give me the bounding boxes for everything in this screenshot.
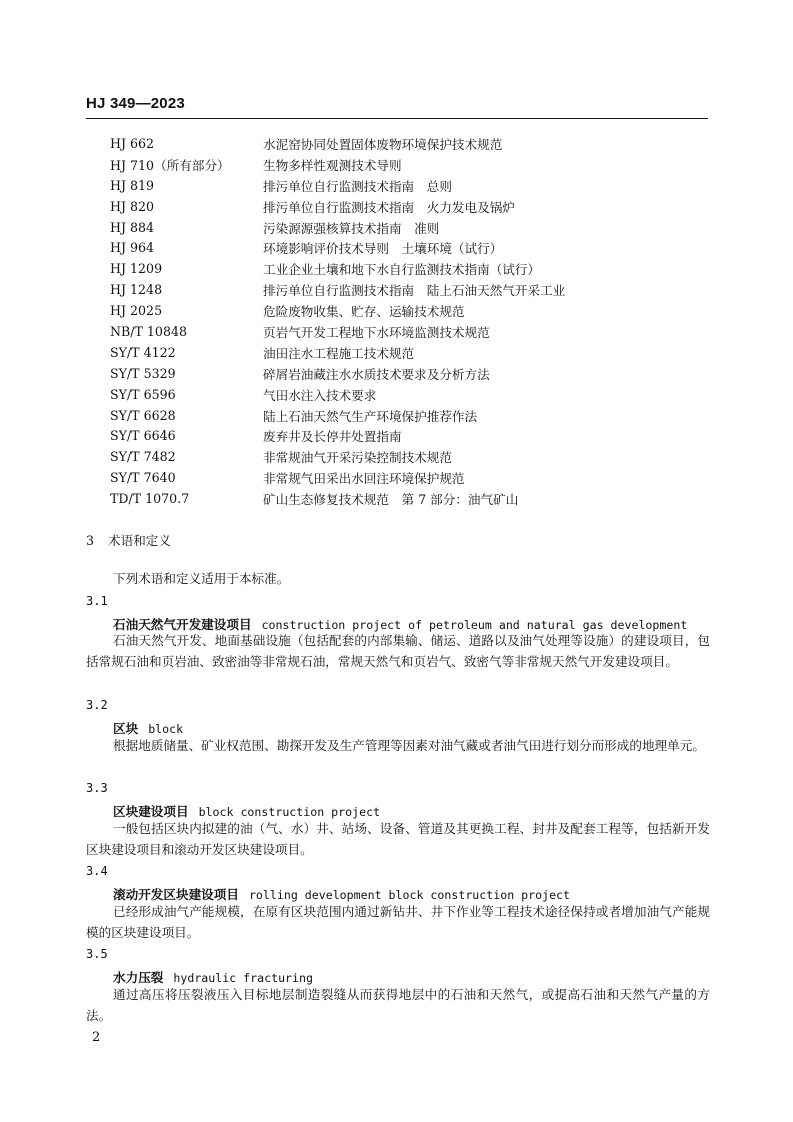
- term-english: block construction project: [198, 805, 381, 819]
- section-title: 术语和定义: [108, 533, 171, 548]
- reference-row: [110, 425, 710, 446]
- reference-title: 陆上石油天然气生产环境保护推荐作法: [263, 408, 478, 424]
- normative-references-list: [110, 133, 710, 509]
- reference-title: 非常规气田采出水回注环境保护规范: [263, 471, 465, 487]
- term-number: 3.2: [86, 698, 108, 712]
- term-english: block: [148, 722, 184, 736]
- reference-code: HJ 964: [110, 240, 155, 256]
- page-number: 2: [92, 1030, 101, 1045]
- term-definition: 石油天然气开发、地面基础设施（包括配套的内部集输、储运、道路以及油气处理等设施）的建设项目，包括常规石油和页岩油、致密油等非常规石油，常规天然气和页岩气、致密气等非常规天然气开发建设项目。: [86, 633, 710, 669]
- reference-code: SY/T 6646: [110, 428, 176, 444]
- reference-row: [110, 196, 710, 217]
- reference-row: [110, 175, 710, 196]
- reference-title: 排污单位自行监测技术指南 陆上石油天然气开采工业: [263, 283, 566, 299]
- term-definition: 一般包括区块内拟建的油（气、水）井、站场、设备、管道及其更换工程、封井及配套工程等，包括新开发区块建设项目和滚动开发区块建设项目。: [86, 821, 710, 857]
- reference-code: SY/T 6596: [110, 386, 176, 402]
- reference-row: [110, 467, 710, 488]
- reference-title: 气田水注入技术要求: [263, 387, 377, 403]
- term-chinese: 石油天然气开发建设项目: [113, 617, 252, 632]
- term-number: 3.4: [86, 864, 108, 878]
- reference-title: 碎屑岩油藏注水水质技术要求及分析方法: [263, 366, 490, 382]
- reference-row: [110, 446, 710, 467]
- reference-code: TD/T 1070.7: [110, 491, 190, 507]
- reference-row: [110, 384, 710, 405]
- reference-title: 矿山生态修复技术规范 第 7 部分：油气矿山: [263, 492, 519, 508]
- reference-code: HJ 662: [110, 135, 155, 151]
- reference-code: HJ 884: [110, 219, 155, 235]
- reference-code: SY/T 5329: [110, 365, 176, 381]
- term-english: hydraulic fracturing: [173, 971, 313, 985]
- section-number: 3: [86, 533, 95, 548]
- reference-code: SY/T 4122: [110, 344, 176, 360]
- term-definition: 通过高压将压裂液压入目标地层制造裂缝从而获得地层中的石油和天然气，或提高石油和天然气产量的方法。: [86, 987, 710, 1023]
- reference-code: HJ 1209: [110, 261, 163, 277]
- reference-code: HJ 1248: [110, 282, 163, 298]
- reference-title: 排污单位自行监测技术指南 火力发电及锅炉: [263, 199, 515, 215]
- reference-row: [110, 300, 710, 321]
- reference-row: [110, 363, 710, 384]
- term-number: 3.1: [86, 594, 108, 608]
- term-number: 3.3: [86, 781, 108, 795]
- term-chinese: 水力压裂: [113, 970, 164, 985]
- reference-row: [110, 279, 710, 300]
- reference-row: [110, 237, 710, 258]
- reference-title: 排污单位自行监测技术指南 总则: [263, 178, 452, 194]
- term-definition: 已经形成油气产能规模，在原有区块范围内通过新钻井、井下作业等工程技术途径保持或者增加油气产能规模的区块建设项目。: [86, 904, 710, 940]
- reference-row: [110, 133, 710, 154]
- reference-code: HJ 2025: [110, 303, 163, 319]
- reference-title: 污染源源强核算技术指南 准则: [263, 220, 440, 236]
- term-definition: 根据地质储量、矿业权范围、勘探开发及生产管理等因素对油气藏或者油气田进行划分而形成的地理单元。: [113, 738, 705, 753]
- reference-row: [110, 488, 710, 509]
- reference-title: 非常规油气开采污染控制技术规范: [263, 450, 452, 466]
- document-code-header: HJ 349—2023: [86, 95, 185, 112]
- header-rule: [86, 118, 708, 119]
- reference-row: [110, 258, 710, 279]
- term-english: construction project of petroleum and natural gas development: [261, 618, 688, 632]
- reference-title: 油田注水工程施工技术规范: [263, 345, 415, 361]
- reference-code: HJ 710（所有部分）: [110, 157, 230, 173]
- reference-row: [110, 217, 710, 238]
- reference-row: [110, 342, 710, 363]
- term-chinese: 滚动开发区块建设项目: [113, 887, 239, 902]
- reference-title: 水泥窑协同处置固体废物环境保护技术规范: [263, 136, 503, 152]
- reference-code: SY/T 7640: [110, 470, 176, 486]
- reference-title: 生物多样性观测技术导则: [263, 157, 402, 173]
- reference-title: 废弃井及长停井处置指南: [263, 429, 402, 445]
- term-chinese: 区块: [113, 721, 139, 736]
- term-english: rolling development block construction project: [248, 888, 571, 902]
- reference-code: SY/T 7482: [110, 449, 176, 465]
- reference-code: HJ 820: [110, 198, 155, 214]
- reference-title: 危险废物收集、贮存、运输技术规范: [263, 304, 465, 320]
- reference-row: [110, 154, 710, 175]
- reference-code: NB/T 10848: [110, 323, 187, 339]
- term-number: 3.5: [86, 947, 108, 961]
- section-heading: [86, 530, 171, 549]
- reference-title: 页岩气开发工程地下水环境监测技术规范: [263, 324, 490, 340]
- reference-row: [110, 321, 710, 342]
- reference-code: HJ 819: [110, 177, 155, 193]
- term-chinese: 区块建设项目: [113, 804, 189, 819]
- reference-row: [110, 405, 710, 426]
- reference-title: 工业企业土壤和地下水自行监测技术指南（试行）: [263, 262, 541, 278]
- reference-code: SY/T 6628: [110, 407, 176, 423]
- reference-title: 环境影响评价技术导则 土壤环境（试行）: [263, 241, 503, 257]
- section-intro: 下列术语和定义适用于本标准。: [113, 571, 290, 586]
